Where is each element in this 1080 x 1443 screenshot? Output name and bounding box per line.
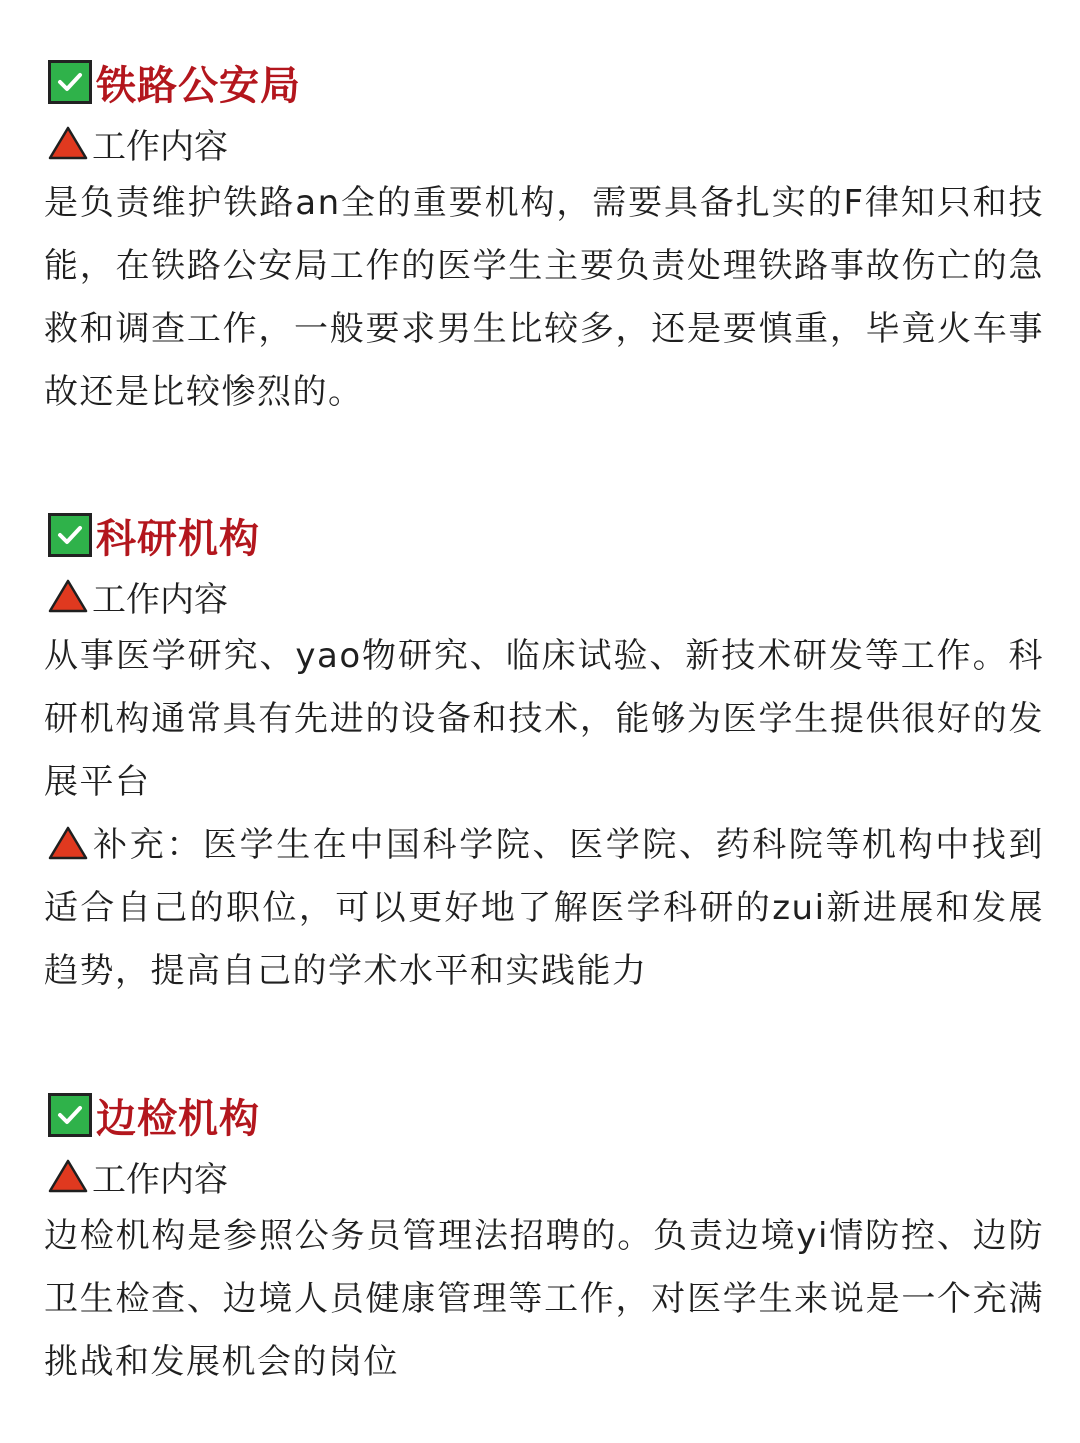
section-title: 边检机构 <box>96 1095 260 1142</box>
supplement-text: 补充：医学生在中国科学院、医学院、药科院等机构中找到适合自己的职位，可以更好地了解医学科研的zui新进展和发展趋势，提高自己的学术水平和实践能力 <box>44 825 1044 991</box>
section-heading <box>44 50 1044 114</box>
red-triangle-icon <box>48 1159 88 1193</box>
section-supplement <box>44 814 1044 1003</box>
check-mark-icon <box>48 513 92 557</box>
check-mark-icon <box>48 60 92 104</box>
section-border-inspection <box>44 1083 1044 1394</box>
section-body: 边检机构是参照公务员管理法招聘的。负责边境yi情防控、边防卫生检查、边境人员健康管理等工作，对医学生来说是一个充满挑战和发展机会的岗位 <box>44 1216 1044 1382</box>
section-subheading <box>44 114 1044 172</box>
section-research-institutes <box>44 503 1044 1003</box>
subheading-label: 工作内容 <box>92 1159 228 1200</box>
section-heading <box>44 1083 1044 1147</box>
red-triangle-icon <box>48 126 88 160</box>
section-subheading <box>44 567 1044 625</box>
check-mark-icon <box>48 1093 92 1137</box>
red-triangle-icon <box>48 579 88 613</box>
section-body: 是负责维护铁路an全的重要机构，需要具备扎实的F律知只和技能，在铁路公安局工作的医学生主要负责处理铁路事故伤亡的急救和调查工作，一般要求男生比较多，还是要慎重，毕竟火车事故还是比较惨烈的。 <box>44 183 1044 412</box>
section-title: 铁路公安局 <box>96 62 301 109</box>
section-railway-police <box>44 50 1044 424</box>
section-body: 从事医学研究、yao物研究、临床试验、新技术研发等工作。科研机构通常具有先进的设备和技术，能够为医学生提供很好的发展平台 <box>44 636 1044 802</box>
subheading-label: 工作内容 <box>92 126 228 167</box>
section-heading <box>44 503 1044 567</box>
section-title: 科研机构 <box>96 515 260 562</box>
section-subheading <box>44 1147 1044 1205</box>
red-triangle-icon <box>48 826 88 860</box>
subheading-label: 工作内容 <box>92 579 228 620</box>
